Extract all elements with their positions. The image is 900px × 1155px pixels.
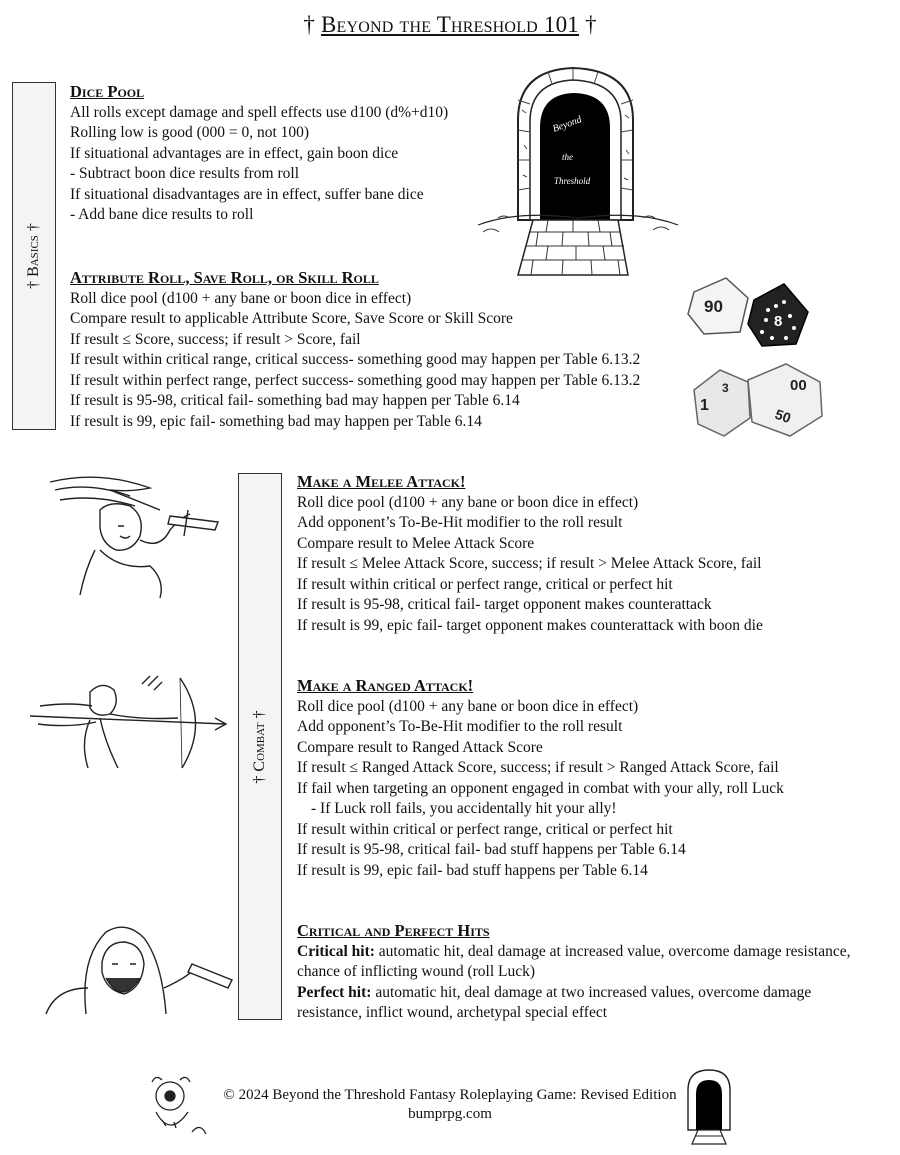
melee-line: If result is 95-98, critical fail- target opponent makes counterattack (297, 596, 712, 613)
basics-sidebar (12, 82, 56, 430)
ranged-line: If result is 95-98, critical fail- bad stuff happens per Table 6.14 (297, 841, 686, 858)
dice-pool-line: If situational disadvantages are in effect, suffer bane dice (70, 185, 424, 203)
ranged-line: If fail when targeting an opponent engaged in combat with your ally, roll Luck (297, 779, 784, 797)
melee-line: Add opponent’s To-Be-Hit modifier to the roll result (297, 514, 623, 531)
combat-sidebar (238, 473, 282, 1020)
die-label-00: 00 (790, 377, 807, 394)
dice-pool-section (70, 82, 448, 226)
melee-line: If result ≤ Melee Attack Score, success; if result > Melee Attack Score, fail (297, 555, 762, 572)
ranged-line: If result is 99, epic fail- bad stuff happens per Table 6.14 (297, 861, 648, 879)
melee-line: Compare result to Melee Attack Score (297, 534, 535, 552)
attribute-roll-line: Compare result to applicable Attribute Score, Save Score or Skill Score (70, 310, 513, 327)
die-label-1: 1 (700, 397, 709, 414)
doorway-logo-word-1: Beyond (551, 114, 584, 135)
critical-section (297, 921, 857, 1024)
dice-pool-heading: Dice Pool (70, 82, 145, 101)
die-label-50: 50 (772, 405, 794, 427)
dice-pool-line: If situational advantages are in effect, gain boon dice (70, 144, 399, 162)
attribute-roll-section (70, 268, 640, 432)
attribute-roll-heading: Attribute Roll, Save Roll, or Skill Roll (70, 268, 379, 287)
ranged-line: Add opponent’s To-Be-Hit modifier to the roll result (297, 718, 623, 735)
melee-section (297, 472, 763, 636)
die-label-3: 3 (722, 381, 729, 395)
attribute-roll-line: If result within critical range, critical success- something good may happen per Table 6.13.2 (70, 351, 641, 368)
perfect-hit-paragraph (297, 983, 857, 1024)
footer-url[interactable]: bumprpg.com (408, 1106, 492, 1122)
melee-line: If result within critical or perfect range, critical or perfect hit (297, 575, 673, 593)
critical-heading: Critical and Perfect Hits (297, 921, 490, 940)
title-dagger-left: † (303, 12, 316, 37)
perfect-hit-label: Perfect hit: (297, 983, 372, 1001)
attribute-roll-line: If result is 99, epic fail- something bad may happen per Table 6.14 (70, 412, 482, 430)
die-label-90: 90 (704, 297, 723, 316)
perfect-hit-text: automatic hit, deal damage at two increased values, overcome damage resistance, inflict wound, archetypal special effect (297, 983, 812, 1021)
ranged-line: If result ≤ Ranged Attack Score, success; if result > Ranged Attack Score, fail (297, 759, 779, 776)
footer (0, 1086, 900, 1124)
critical-hit-label: Critical hit: (297, 942, 375, 960)
doorway-logo-word-2: the (562, 152, 573, 162)
dice-illustration-top (686, 272, 816, 352)
doorway-logo-word-3: Threshold (554, 176, 591, 186)
hooded-figure-illustration (36, 918, 236, 1018)
ranged-line: If result within critical or perfect range, critical or perfect hit (297, 820, 673, 838)
melee-line: Roll dice pool (d100 + any bane or boon dice in effect) (297, 493, 639, 511)
basics-sidebar-label: † Basics † (25, 223, 42, 289)
critical-hit-paragraph (297, 942, 857, 983)
dice-pool-line: All rolls except damage and spell effects use d100 (d%+d10) (70, 103, 449, 121)
swordsman-illustration (40, 470, 220, 600)
doorway-illustration (478, 60, 678, 275)
ranged-heading: Make a Ranged Attack! (297, 676, 474, 695)
attribute-roll-line: If result within perfect range, perfect success- something good may happen per Table 6.13.2 (70, 371, 641, 389)
attribute-roll-line: Roll dice pool (d100 + any bane or boon dice in effect) (70, 289, 412, 307)
combat-sidebar-label: † Combat † (251, 709, 268, 784)
die-label-8: 8 (774, 313, 783, 330)
attribute-roll-line: If result ≤ Score, success; if result > Score, fail (70, 330, 361, 348)
ranged-section (297, 676, 784, 881)
archer-illustration (30, 672, 230, 772)
dice-pool-line: Rolling low is good (000 = 0, not 100) (70, 124, 310, 141)
ranged-line: Compare result to Ranged Attack Score (297, 738, 543, 756)
dice-pool-line: - Subtract boon dice results from roll (70, 165, 300, 182)
title-text: Beyond the Threshold 101 (321, 12, 579, 37)
attribute-roll-line: If result is 95-98, critical fail- something bad may happen per Table 6.14 (70, 392, 520, 409)
ranged-line: - If Luck roll fails, you accidentally hit your ally! (311, 800, 617, 817)
dice-pool-line: - Add bane dice results to roll (70, 206, 254, 223)
dice-illustration-bottom (690, 360, 825, 440)
page-title (0, 12, 900, 38)
ranged-line: Roll dice pool (d100 + any bane or boon dice in effect) (297, 697, 639, 715)
critical-hit-text: automatic hit, deal damage at increased value, overcome damage resistance, chance of inflicting wound (roll Luck) (297, 942, 851, 980)
melee-line: If result is 99, epic fail- target opponent makes counterattack with boon die (297, 616, 763, 634)
title-dagger-right: † (584, 12, 597, 37)
footer-copyright: © 2024 Beyond the Threshold Fantasy Roleplaying Game: Revised Edition (223, 1087, 677, 1103)
melee-heading: Make a Melee Attack! (297, 472, 466, 491)
